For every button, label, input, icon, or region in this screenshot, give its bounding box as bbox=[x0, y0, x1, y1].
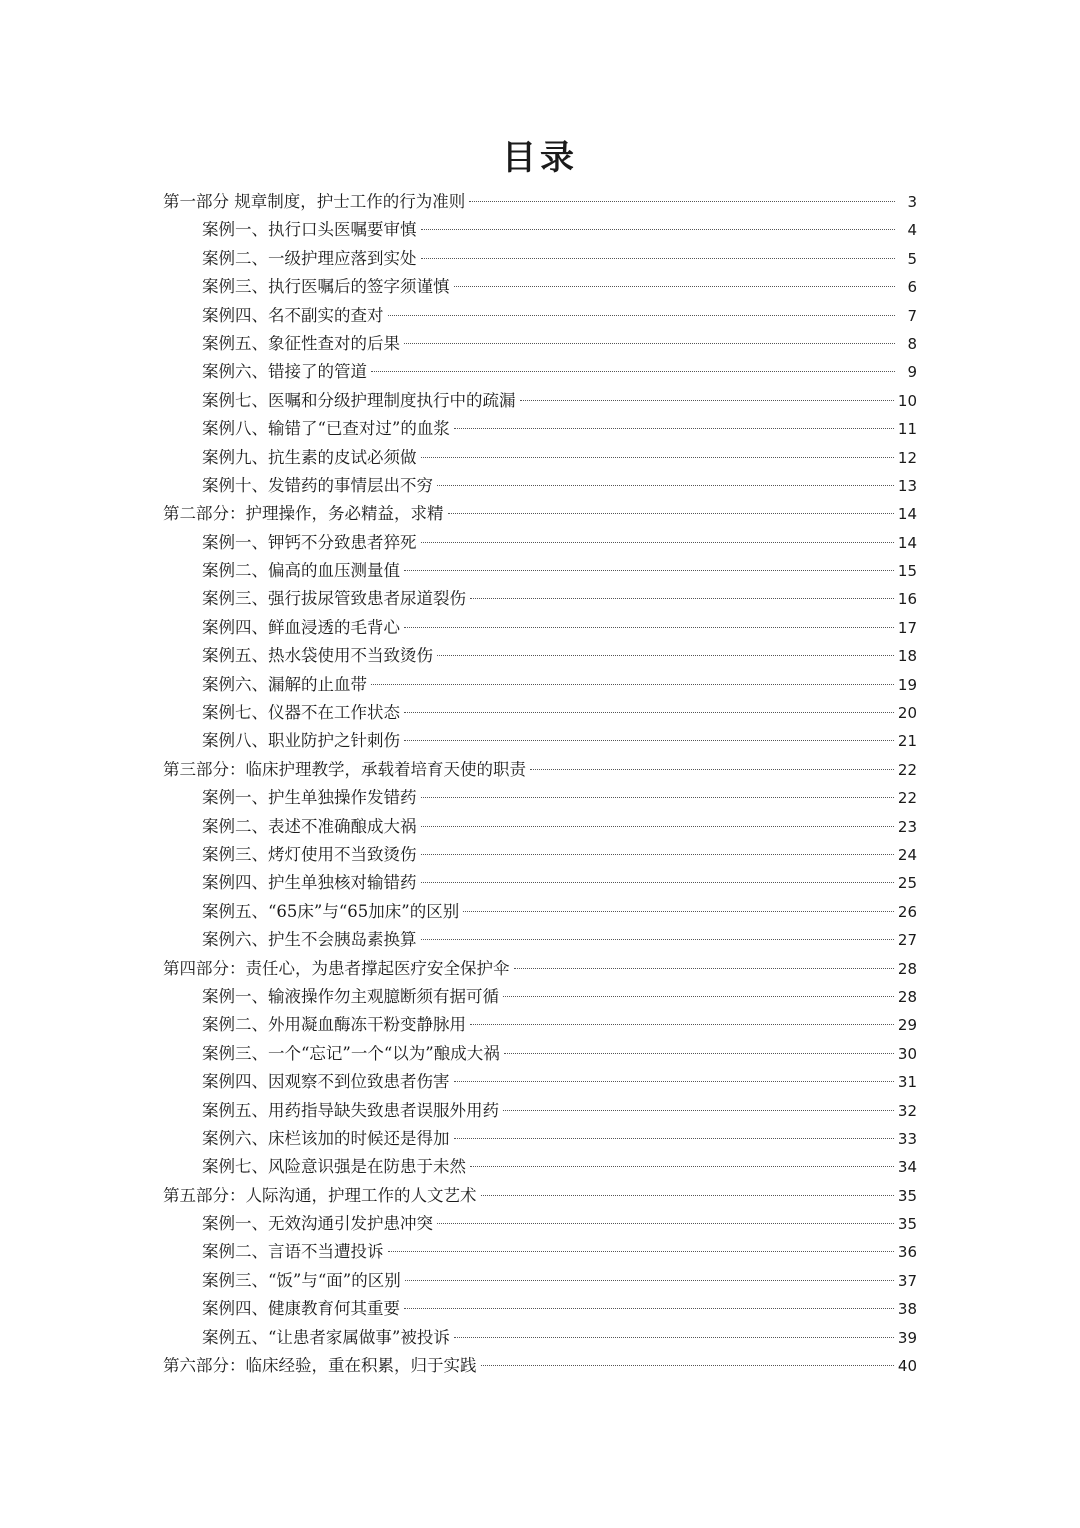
dot-leader bbox=[371, 371, 895, 372]
dot-leader bbox=[437, 1223, 894, 1224]
toc-entry-title: 案例三、“饭”与“面”的区别 bbox=[202, 1270, 401, 1290]
toc-page-number: 12 bbox=[897, 448, 917, 467]
toc-entry-title: 案例一、输液操作勿主观臆断须有据可循 bbox=[202, 986, 499, 1006]
toc-page-number: 22 bbox=[897, 789, 917, 808]
toc-case-entry[interactable] bbox=[163, 1040, 917, 1068]
toc-entry-title: 案例六、护生不会胰岛素换算 bbox=[202, 930, 417, 950]
dot-leader bbox=[404, 627, 894, 628]
toc-case-entry[interactable] bbox=[163, 841, 917, 869]
toc-case-entry[interactable] bbox=[163, 1153, 917, 1181]
toc-page-number: 34 bbox=[897, 1158, 917, 1177]
toc-part-entry[interactable] bbox=[163, 756, 917, 784]
toc-page-number: 30 bbox=[897, 1044, 917, 1063]
dot-leader bbox=[470, 1166, 894, 1167]
toc-page-number: 25 bbox=[897, 874, 917, 893]
toc-case-entry[interactable] bbox=[163, 273, 917, 301]
toc-case-entry[interactable] bbox=[163, 330, 917, 358]
toc-entry-title: 案例二、言语不当遭投诉 bbox=[202, 1242, 384, 1262]
toc-case-entry[interactable] bbox=[163, 216, 917, 244]
toc-case-entry[interactable] bbox=[163, 1267, 917, 1295]
toc-entry-title: 案例五、象征性查对的后果 bbox=[202, 333, 400, 353]
toc-entry-title: 案例一、护生单独操作发错药 bbox=[202, 788, 417, 808]
toc-entry-title: 案例一、无效沟通引发护患冲突 bbox=[202, 1214, 433, 1234]
dot-leader bbox=[454, 428, 894, 429]
toc-case-entry[interactable] bbox=[163, 1125, 917, 1153]
toc-page-number: 35 bbox=[897, 1215, 917, 1234]
toc-entry-title: 案例六、错接了的管道 bbox=[202, 362, 367, 382]
toc-page-number: 36 bbox=[897, 1243, 917, 1262]
dot-leader bbox=[481, 1365, 894, 1366]
table-of-contents bbox=[163, 188, 917, 1380]
toc-entry-title: 案例一、钾钙不分致患者猝死 bbox=[202, 532, 417, 552]
toc-case-entry[interactable] bbox=[163, 387, 917, 415]
dot-leader bbox=[530, 769, 894, 770]
dot-leader bbox=[421, 542, 894, 543]
toc-entry-title: 第五部分：人际沟通，护理工作的人文艺术 bbox=[163, 1185, 477, 1205]
toc-page-number: 23 bbox=[897, 817, 917, 836]
toc-case-entry[interactable] bbox=[163, 699, 917, 727]
toc-case-entry[interactable] bbox=[163, 614, 917, 642]
toc-case-entry[interactable] bbox=[163, 585, 917, 613]
toc-page-number: 35 bbox=[897, 1186, 917, 1205]
toc-case-entry[interactable] bbox=[163, 869, 917, 897]
toc-entry-title: 案例三、强行拔尿管致患者尿道裂伤 bbox=[202, 589, 466, 609]
toc-entry-title: 案例七、仪器不在工作状态 bbox=[202, 703, 400, 723]
toc-case-entry[interactable] bbox=[163, 1324, 917, 1352]
dot-leader bbox=[388, 315, 896, 316]
dot-leader bbox=[421, 229, 896, 230]
toc-page-number: 39 bbox=[897, 1328, 917, 1347]
dot-leader bbox=[470, 598, 894, 599]
toc-case-entry[interactable] bbox=[163, 444, 917, 472]
toc-page-number: 20 bbox=[897, 704, 917, 723]
dot-leader bbox=[454, 1138, 894, 1139]
toc-case-entry[interactable] bbox=[163, 472, 917, 500]
toc-entry-title: 案例二、偏高的血压测量值 bbox=[202, 561, 400, 581]
toc-page-number: 9 bbox=[907, 363, 917, 382]
toc-case-entry[interactable] bbox=[163, 302, 917, 330]
toc-page-number: 24 bbox=[897, 845, 917, 864]
toc-part-entry[interactable] bbox=[163, 500, 917, 528]
toc-case-entry[interactable] bbox=[163, 1011, 917, 1039]
toc-page-number: 16 bbox=[897, 590, 917, 609]
toc-page-number: 22 bbox=[897, 760, 917, 779]
toc-case-entry[interactable] bbox=[163, 784, 917, 812]
toc-entry-title: 案例七、风险意识强是在防患于未然 bbox=[202, 1157, 466, 1177]
toc-entry-title: 案例四、护生单独核对输错药 bbox=[202, 873, 417, 893]
toc-page-number: 26 bbox=[897, 902, 917, 921]
toc-entry-title: 案例四、名不副实的查对 bbox=[202, 305, 384, 325]
toc-case-entry[interactable] bbox=[163, 813, 917, 841]
toc-page-number: 7 bbox=[907, 306, 917, 325]
dot-leader bbox=[520, 400, 894, 401]
dot-leader bbox=[437, 655, 894, 656]
dot-leader bbox=[437, 485, 894, 486]
toc-case-entry[interactable] bbox=[163, 926, 917, 954]
toc-case-entry[interactable] bbox=[163, 898, 917, 926]
page-title: 目录 bbox=[502, 138, 578, 178]
toc-case-entry[interactable] bbox=[163, 529, 917, 557]
toc-entry-title: 案例二、外用凝血酶冻干粉变静脉用 bbox=[202, 1015, 466, 1035]
toc-case-entry[interactable] bbox=[163, 1295, 917, 1323]
toc-entry-title: 案例十、发错药的事情层出不穷 bbox=[202, 475, 433, 495]
toc-entry-title: 第二部分：护理操作，务必精益，求精 bbox=[163, 504, 444, 524]
toc-case-entry[interactable] bbox=[163, 1097, 917, 1125]
toc-part-entry[interactable] bbox=[163, 1352, 917, 1380]
toc-page-number: 4 bbox=[907, 221, 917, 240]
toc-page-number: 10 bbox=[897, 391, 917, 410]
toc-case-entry[interactable] bbox=[163, 1068, 917, 1096]
toc-page-number: 8 bbox=[907, 334, 917, 353]
dot-leader bbox=[421, 882, 894, 883]
dot-leader bbox=[481, 1195, 894, 1196]
toc-case-entry[interactable] bbox=[163, 245, 917, 273]
toc-page-number: 18 bbox=[897, 647, 917, 666]
toc-entry-title: 案例五、“65床”与“65加床”的区别 bbox=[202, 901, 460, 921]
dot-leader bbox=[421, 854, 894, 855]
toc-entry-title: 案例三、烤灯使用不当致烫伤 bbox=[202, 844, 417, 864]
dot-leader bbox=[454, 286, 896, 287]
toc-entry-title: 案例六、床栏该加的时候还是得加 bbox=[202, 1128, 450, 1148]
dot-leader bbox=[463, 911, 894, 912]
toc-case-entry[interactable] bbox=[163, 671, 917, 699]
toc-entry-title: 案例九、抗生素的皮试必须做 bbox=[202, 447, 417, 467]
toc-case-entry[interactable] bbox=[163, 358, 917, 386]
toc-case-entry[interactable] bbox=[163, 415, 917, 443]
toc-page-number: 27 bbox=[897, 931, 917, 950]
toc-part-entry[interactable] bbox=[163, 188, 917, 216]
dot-leader bbox=[503, 1110, 894, 1111]
toc-case-entry[interactable] bbox=[163, 1210, 917, 1238]
dot-leader bbox=[405, 1280, 894, 1281]
toc-case-entry[interactable] bbox=[163, 1238, 917, 1266]
toc-page-number: 31 bbox=[897, 1073, 917, 1092]
toc-entry-title: 案例八、职业防护之针刺伤 bbox=[202, 731, 400, 751]
toc-page-number: 33 bbox=[897, 1129, 917, 1148]
dot-leader bbox=[503, 996, 894, 997]
toc-page-number: 29 bbox=[897, 1016, 917, 1035]
toc-page-number: 28 bbox=[897, 987, 917, 1006]
toc-page-number: 38 bbox=[897, 1300, 917, 1319]
toc-part-entry[interactable] bbox=[163, 955, 917, 983]
toc-part-entry[interactable] bbox=[163, 1182, 917, 1210]
toc-entry-title: 案例五、用药指导缺失致患者误服外用药 bbox=[202, 1100, 499, 1120]
dot-leader bbox=[404, 1308, 894, 1309]
toc-entry-title: 第三部分：临床护理教学，承载着培育天使的职责 bbox=[163, 759, 526, 779]
toc-page-number: 17 bbox=[897, 618, 917, 637]
toc-entry-title: 案例三、执行医嘱后的签字须谨慎 bbox=[202, 277, 450, 297]
dot-leader bbox=[421, 939, 894, 940]
dot-leader bbox=[404, 740, 894, 741]
toc-entry-title: 案例五、“让患者家属做事”被投诉 bbox=[202, 1327, 450, 1347]
toc-entry-title: 案例三、一个“忘记”一个“以为”酿成大祸 bbox=[202, 1043, 500, 1063]
dot-leader bbox=[454, 1081, 894, 1082]
toc-page-number: 11 bbox=[897, 420, 917, 439]
toc-entry-title: 第六部分：临床经验，重在积累，归于实践 bbox=[163, 1356, 477, 1376]
dot-leader bbox=[421, 258, 896, 259]
dot-leader bbox=[404, 343, 895, 344]
toc-case-entry[interactable] bbox=[163, 557, 917, 585]
dot-leader bbox=[470, 1024, 894, 1025]
toc-case-entry[interactable] bbox=[163, 727, 917, 755]
toc-page-number: 32 bbox=[897, 1101, 917, 1120]
toc-entry-title: 案例二、表述不准确酿成大祸 bbox=[202, 816, 417, 836]
toc-page-number: 6 bbox=[907, 278, 917, 297]
toc-page-number: 3 bbox=[907, 193, 917, 211]
toc-page-number: 28 bbox=[897, 959, 917, 978]
toc-page-number: 21 bbox=[897, 732, 917, 751]
dot-leader bbox=[469, 201, 895, 202]
dot-leader bbox=[448, 513, 894, 514]
toc-page-number: 13 bbox=[897, 476, 917, 495]
toc-page-number: 19 bbox=[897, 675, 917, 694]
toc-page-number: 40 bbox=[897, 1357, 917, 1376]
toc-entry-title: 案例五、热水袋使用不当致烫伤 bbox=[202, 646, 433, 666]
toc-case-entry[interactable] bbox=[163, 983, 917, 1011]
toc-entry-title: 案例二、一级护理应落到实处 bbox=[202, 248, 417, 268]
toc-page-number: 37 bbox=[897, 1271, 917, 1290]
toc-entry-title: 第一部分 规章制度，护士工作的行为准则 bbox=[163, 192, 466, 211]
toc-entry-title: 案例四、健康教育何其重要 bbox=[202, 1299, 400, 1319]
dot-leader bbox=[404, 570, 894, 571]
toc-page-number: 14 bbox=[897, 533, 917, 552]
dot-leader bbox=[388, 1251, 894, 1252]
toc-entry-title: 案例六、漏解的止血带 bbox=[202, 674, 367, 694]
toc-entry-title: 案例四、鲜血浸透的毛背心 bbox=[202, 617, 400, 637]
dot-leader bbox=[421, 797, 894, 798]
toc-page-number: 15 bbox=[897, 562, 917, 581]
dot-leader bbox=[514, 968, 894, 969]
dot-leader bbox=[404, 712, 894, 713]
dot-leader bbox=[421, 457, 894, 458]
toc-entry-title: 第四部分：责任心，为患者撑起医疗安全保护伞 bbox=[163, 958, 510, 978]
dot-leader bbox=[504, 1053, 894, 1054]
toc-page-number: 14 bbox=[897, 505, 917, 524]
toc-entry-title: 案例一、执行口头医嘱要审慎 bbox=[202, 220, 417, 240]
toc-case-entry[interactable] bbox=[163, 642, 917, 670]
toc-entry-title: 案例四、因观察不到位致患者伤害 bbox=[202, 1072, 450, 1092]
dot-leader bbox=[421, 826, 894, 827]
dot-leader bbox=[454, 1337, 894, 1338]
toc-entry-title: 案例八、输错了“已查对过”的血浆 bbox=[202, 419, 450, 439]
dot-leader bbox=[371, 684, 894, 685]
toc-page-number: 5 bbox=[907, 249, 917, 268]
toc-entry-title: 案例七、医嘱和分级护理制度执行中的疏漏 bbox=[202, 390, 516, 410]
